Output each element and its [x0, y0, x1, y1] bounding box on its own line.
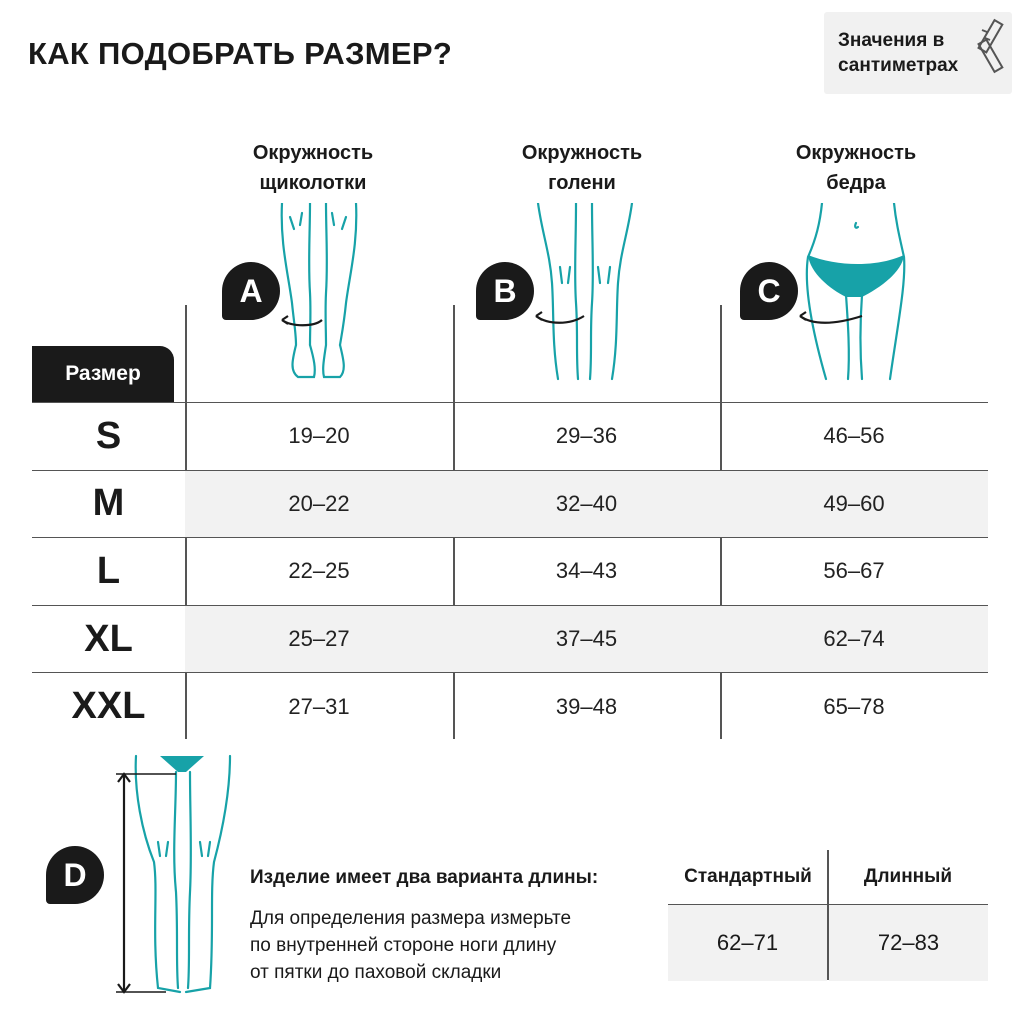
calf-value: 32–40 — [453, 471, 720, 538]
size-label: M — [92, 482, 125, 525]
size-label: XXL — [71, 685, 146, 728]
column-header-ankle: Окружность щиколотки — [252, 142, 374, 194]
length-header-long: Длинный — [863, 866, 953, 887]
calf-illustration — [530, 203, 640, 383]
ankle-value: 20–22 — [185, 471, 453, 538]
table-row — [32, 672, 988, 740]
table-row — [32, 605, 988, 673]
column-header-calf: Окружность голени — [521, 142, 643, 194]
badge-c: C — [740, 262, 798, 320]
ankle-value: 25–27 — [185, 606, 453, 673]
thigh-value: 65–78 — [823, 693, 885, 719]
table-row — [32, 537, 988, 605]
size-header: Размер — [32, 346, 174, 402]
calf-value: 39–48 — [555, 693, 618, 719]
size-label: XL — [84, 617, 133, 660]
size-label: S — [95, 414, 122, 457]
ankle-value: 22–25 — [288, 558, 350, 584]
badge-b: B — [476, 262, 534, 320]
length-description: Для определения размера измерьте по внутренней стороне ноги длину от пятки до паховой складки — [250, 908, 572, 983]
ankle-value: 19–20 — [288, 423, 350, 449]
column-header-thigh: Окружность бедра — [795, 142, 917, 194]
length-header-standard: Стандартный — [684, 866, 812, 887]
calf-value: 29–36 — [555, 423, 618, 449]
length-value-long: 72–83 — [829, 905, 988, 981]
calf-value: 37–45 — [453, 606, 720, 673]
thigh-value: 49–60 — [720, 471, 988, 538]
ankle-value: 27–31 — [288, 693, 350, 719]
size-table — [32, 402, 988, 740]
length-table — [668, 850, 988, 980]
badge-a: A — [222, 262, 280, 320]
length-value-standard: 62–71 — [668, 905, 827, 981]
leg-length-illustration — [106, 752, 236, 1000]
calf-value: 34–43 — [555, 558, 618, 584]
thigh-value: 46–56 — [823, 423, 885, 449]
size-label: L — [96, 549, 121, 592]
units-note-text: Значения в сантиметрах — [838, 30, 959, 76]
table-row — [32, 402, 988, 470]
measuring-tape-icon — [972, 18, 1008, 78]
length-title: Изделие имеет два варианта длины: — [250, 867, 599, 888]
thigh-value: 56–67 — [823, 558, 885, 584]
page-title: КАК ПОДОБРАТЬ РАЗМЕР? — [28, 36, 453, 71]
thigh-value: 62–74 — [720, 606, 988, 673]
units-note — [824, 12, 1012, 94]
table-row — [32, 470, 988, 538]
ankle-illustration — [270, 203, 370, 383]
badge-d: D — [46, 846, 104, 904]
thigh-illustration — [798, 203, 910, 383]
